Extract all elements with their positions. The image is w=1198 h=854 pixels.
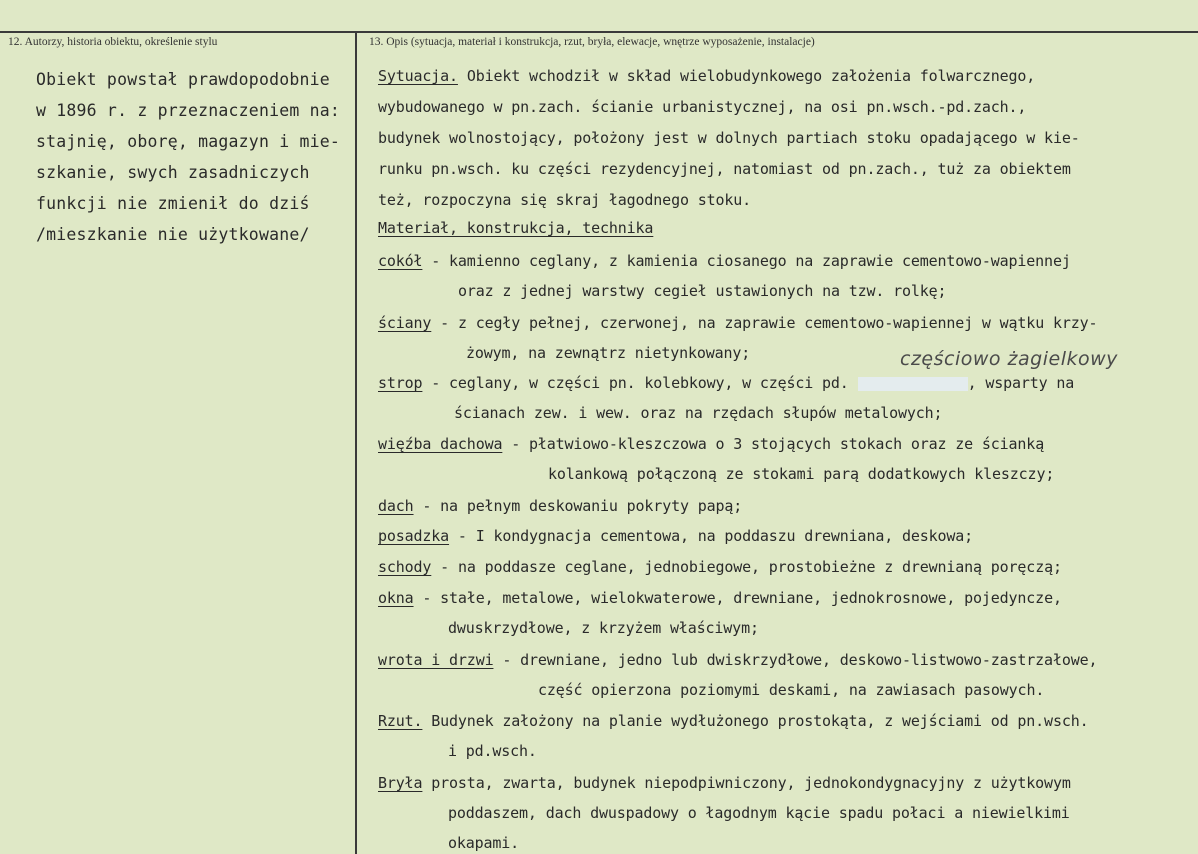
column-12-header: 12. Autorzy, historia obiektu, określenie stylu xyxy=(8,36,218,48)
sciany-label: ściany xyxy=(378,314,432,332)
cokol-line: cokół - kamienno ceglany, z kamienia ciosanego na zaprawie cementowo-wapiennej xyxy=(378,252,1071,270)
cokol-label: cokół xyxy=(378,252,423,270)
bryla-line: okapami. xyxy=(448,834,520,852)
history-line: w 1896 r. z przeznaczeniem na: xyxy=(36,101,341,120)
bryla-line: Bryła prosta, zwarta, budynek niepodpiwniczony, jednokondygnacyjny z użytkowym xyxy=(378,774,1071,792)
history-line: funkcji nie zmienił do dziś xyxy=(36,194,310,213)
sytuacja-line: runku pn.wsch. ku części rezydencyjnej, natomiast od pn.zach., tuż za obiektem xyxy=(378,160,1071,178)
bryla-line: poddaszem, dach dwuspadowy o łagodnym kącie spadu połaci a niewielkimi xyxy=(448,804,1070,822)
strop-label: strop xyxy=(378,374,423,392)
okna-line: okna - stałe, metalowe, wielokwaterowe, drewniane, jednokrosnowe, pojedyncze, xyxy=(378,589,1062,607)
cokol-line: oraz z jednej warstwy cegieł ustawionych na tzw. rolkę; xyxy=(458,282,947,300)
handwritten-note: częściowo żagielkowy xyxy=(900,348,1118,370)
okna-label: okna xyxy=(378,589,414,607)
wrota-line: część opierzona poziomymi deskami, na zawiasach pasowych. xyxy=(538,681,1045,699)
material-heading: Materiał, konstrukcja, technika xyxy=(378,219,654,237)
history-line: stajnię, oborę, magazyn i mie- xyxy=(36,132,341,151)
sytuacja-line: wybudowanego w pn.zach. ścianie urbanistycznej, na osi pn.wsch.-pd.zach., xyxy=(378,98,1027,116)
column-divider xyxy=(355,31,357,854)
dach-line: dach - na pełnym deskowaniu pokryty papą; xyxy=(378,497,743,515)
rzut-line: Rzut. Budynek założony na planie wydłużonego prostokąta, z wejściami od pn.wsch. xyxy=(378,712,1089,730)
history-text xyxy=(36,64,348,250)
posadzka-line: posadzka - I kondygnacja cementowa, na poddaszu drewniana, deskowa; xyxy=(378,527,974,545)
history-line: /mieszkanie nie użytkowane/ xyxy=(36,225,310,244)
sciany-line: żowym, na zewnątrz nietynkowany; xyxy=(466,344,751,362)
history-line: Obiekt powstał prawdopodobnie xyxy=(36,70,330,89)
strop-line: strop - ceglany, w części pn. kolebkowy, w części pd. , wsparty na xyxy=(378,374,1075,392)
dach-label: dach xyxy=(378,497,414,515)
okna-line: dwuskrzydłowe, z krzyżem właściwym; xyxy=(448,619,759,637)
wiezba-line: więźba dachowa - płatwiowo-kleszczowa o 3 stojących stokach oraz ze ścianką xyxy=(378,435,1045,453)
wiezba-label: więźba dachowa xyxy=(378,435,503,453)
wrota-label: wrota i drzwi xyxy=(378,651,494,669)
sytuacja-line: budynek wolnostojący, położony jest w dolnych partiach stoku opadającego w kie- xyxy=(378,129,1080,147)
schody-label: schody xyxy=(378,558,432,576)
sciany-line: ściany - z cegły pełnej, czerwonej, na zaprawie cementowo-wapiennej w wątku krzy- xyxy=(378,314,1098,332)
bryla-label: Bryła xyxy=(378,774,423,792)
schody-line: schody - na poddasze ceglane, jednobiegowe, prostobieżne z drewnianą poręczą; xyxy=(378,558,1062,576)
strop-line: ścianach zew. i wew. oraz na rzędach słupów metalowych; xyxy=(454,404,943,422)
column-13-header: 13. Opis (sytuacja, materiał i konstrukcja, rzut, bryła, elewacje, wnętrze wyposażenie, instalacje) xyxy=(369,36,815,48)
rzut-label: Rzut. xyxy=(378,712,423,730)
wiezba-line: kolankową połączoną ze stokami parą dodatkowych kleszczy; xyxy=(548,465,1055,483)
posadzka-label: posadzka xyxy=(378,527,450,545)
sytuacja-line: też, rozpoczyna się skraj łagodnego stoku. xyxy=(378,191,751,209)
top-rule xyxy=(0,31,1198,33)
history-line: szkanie, swych zasadniczych xyxy=(36,163,310,182)
redacted-word xyxy=(858,377,968,391)
wrota-line: wrota i drzwi - drewniane, jedno lub dwiskrzydłowe, deskowo-listwowo-zastrzałowe, xyxy=(378,651,1098,669)
sytuacja-line: Sytuacja. Obiekt wchodził w skład wielobudynkowego założenia folwarcznego, xyxy=(378,67,1036,85)
rzut-line: i pd.wsch. xyxy=(448,742,537,760)
sytuacja-label: Sytuacja. xyxy=(378,67,458,85)
